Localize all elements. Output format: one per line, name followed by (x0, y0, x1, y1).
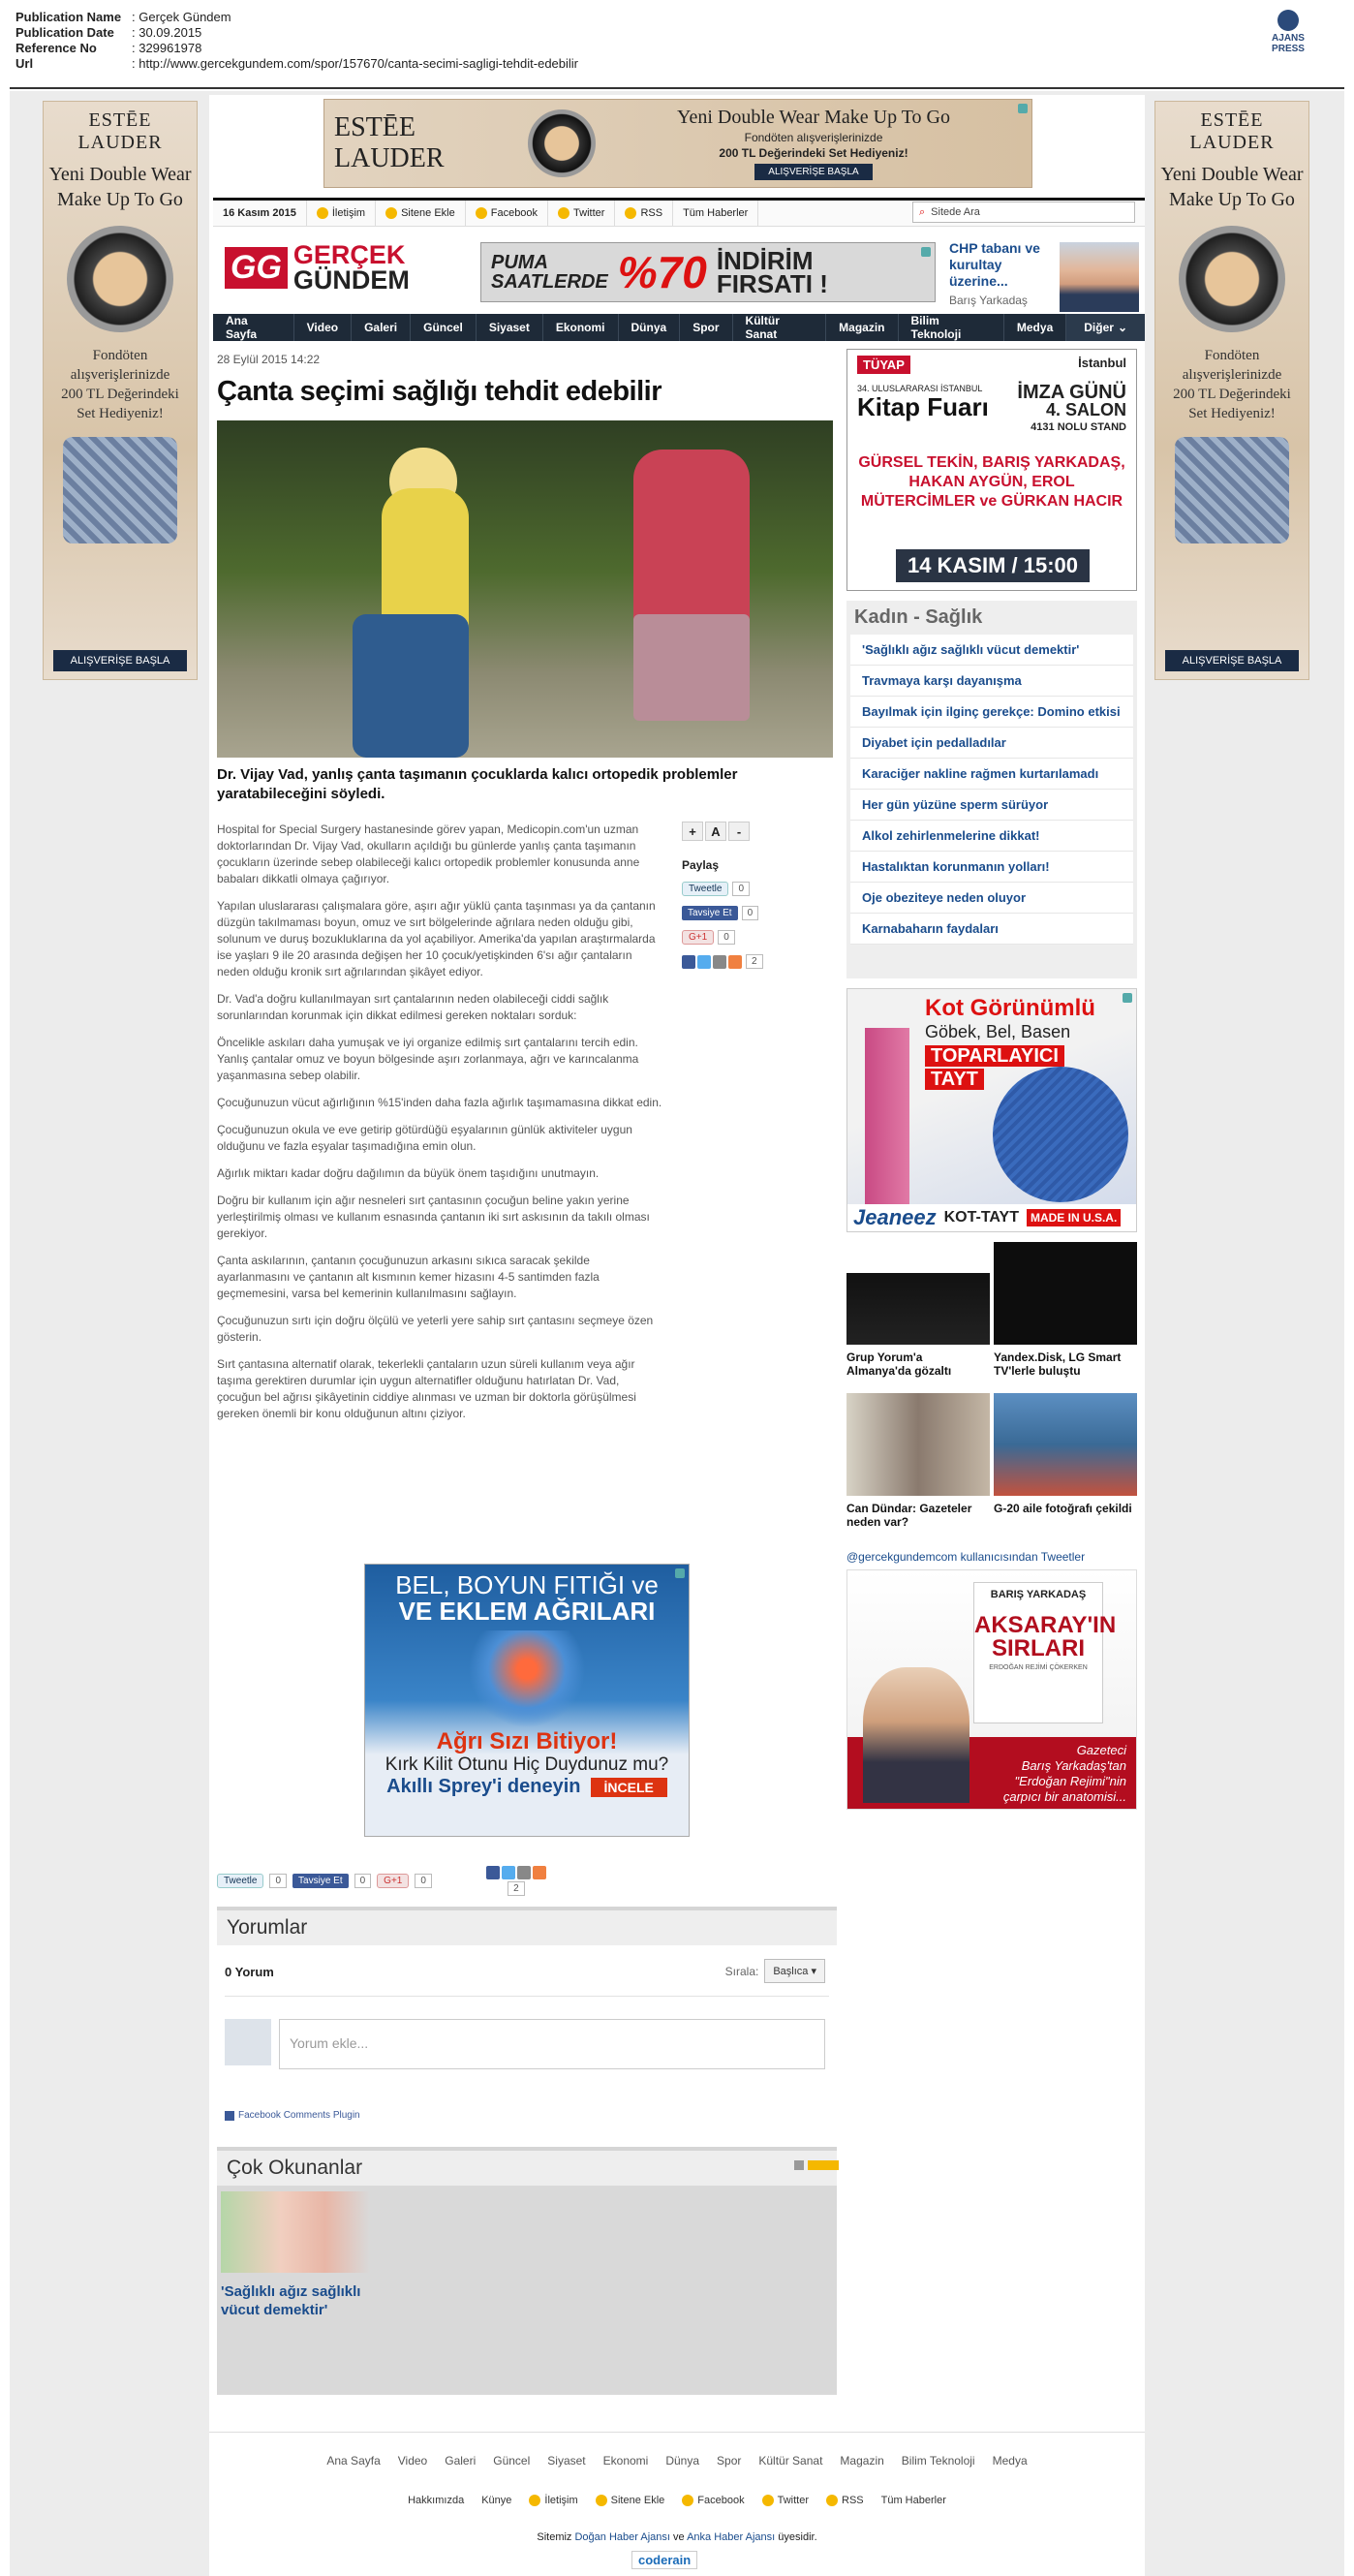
ad-text: "Erdoğan Rejimi"nin (1014, 1774, 1126, 1788)
divider (10, 87, 1344, 89)
facebook-recommend-button[interactable]: Tavsiye Et (682, 906, 738, 920)
ad-badge: MADE IN U.S.A. (1027, 1209, 1121, 1226)
facebook-recommend-button[interactable]: Tavsiye Et (292, 1874, 349, 1888)
book-author: BARIŞ YARKADAŞ (990, 1589, 1087, 1600)
nav-more-label: Diğer (1084, 321, 1114, 334)
topbar-all-news-link[interactable] (673, 201, 758, 226)
article-paragraph: Çanta askılarının, çantanın çocuğunuzun arkasını sıkıca saracak şekilde ayarlanmasını ve çantanın alt kısmının kemer hizasını 4-5 santimden fazla geçmemesini, varsa bel kemerinin kullanılmasını sağlayın. (217, 1254, 600, 1300)
adchoices-icon[interactable] (1123, 993, 1132, 1003)
pager-dot[interactable] (794, 2160, 804, 2170)
tights-ad[interactable] (846, 988, 1137, 1232)
twitter-icon (762, 2495, 774, 2506)
ad-text: Gazeteci (1076, 1743, 1126, 1757)
topbar-link-label: Tüm Haberler (683, 207, 749, 219)
search-icon: ⌕ (919, 205, 926, 218)
section-news-link[interactable]: 'Sağlıklı ağız sağlıklı vücut demektir' (850, 635, 1133, 666)
ad-headline: VE EKLEM AĞRILARI (398, 1597, 656, 1626)
font-reset-button[interactable]: A (705, 822, 726, 841)
ad-figure (449, 1630, 604, 1727)
ad-brand: ESTĒE LAUDER (1189, 109, 1275, 153)
ad-text: İNDİRİM (716, 246, 814, 275)
ad-text: 4131 NOLU STAND (1031, 421, 1126, 433)
article-paragraph: Hospital for Special Surgery hastanesinde görev yapan, Medicopin.com'un uzman doktorlarından Dr. Vijay Vad, okulların açıldığı bu günlerde yanlış çanta taşımanın çocukların üzerinde sebep olabileceği kalıcı ortopedik problemler konusunda anne babaları dikkatli olmaya çağırıyor. (217, 822, 640, 885)
credits-text: üyesidir. (778, 2531, 817, 2543)
footer-all-news-link[interactable]: Tüm Haberler (880, 2495, 946, 2507)
comments-header: Yorumlar (217, 1907, 837, 1945)
font-decrease-button[interactable]: - (728, 822, 750, 841)
publication-meta (15, 10, 578, 72)
article-paragraph: Çocuğunuzun okula ve eve getirip götürdüğü eşyalarının günlük aktiviteler uygun olduğunu ve fazla eşyalar taşımadığına emin olun. (217, 1123, 632, 1153)
share-panel (682, 822, 837, 978)
nav-item[interactable]: Siyaset (477, 314, 543, 341)
ad-text: FIRSATI ! (716, 269, 828, 298)
nav-item[interactable]: Magazin (826, 314, 898, 341)
nav-more-menu[interactable] (1066, 314, 1145, 341)
share-total-count: 2 (508, 1881, 525, 1896)
topbar-link-label: RSS (640, 207, 663, 219)
ad-text: İstanbul (1078, 356, 1126, 370)
logo-word: GÜNDEM (292, 265, 410, 295)
ad-text: Kırk Kilit Otunu Hiç Duydunuz mu? (385, 1754, 669, 1775)
ad-text: Ağrı Sızı Bitiyor! (436, 1728, 618, 1754)
section-news-link[interactable]: Bayılmak için ilginç gerekçe: Domino etkisi (850, 697, 1133, 728)
adchoices-icon[interactable] (921, 247, 931, 257)
footer-nav-link[interactable]: Video (397, 2454, 428, 2467)
ad-headline: Kot Görünümlü (925, 995, 1095, 1021)
meta-value: : Gerçek Gündem (132, 10, 231, 24)
left-side-ad[interactable] (43, 101, 198, 680)
google-plus-button[interactable]: G+1 (377, 1874, 409, 1888)
footer-link-label: İletişim (544, 2495, 578, 2506)
footer-credits (209, 2531, 1145, 2543)
most-read-pager (794, 2160, 839, 2170)
facebook-share-icon[interactable] (486, 1866, 500, 1879)
globe-icon (1277, 10, 1299, 31)
photo-news-title: Grup Yorum'a Almanya'da gözaltı (846, 1350, 952, 1378)
section-news-link[interactable]: Alkol zehirlenmelerine dikkat! (850, 821, 1133, 852)
mail-icon (529, 2495, 540, 2506)
meta-value: : 329961978 (132, 41, 202, 55)
compact-image (528, 109, 596, 177)
nav-item[interactable]: Ekonomi (543, 314, 619, 341)
footer-nav-link[interactable]: Dünya (665, 2454, 700, 2467)
twitter-feed-link[interactable]: @gercekgundemcom kullanıcısından Tweetler (846, 1550, 1086, 1564)
facebook-icon (682, 2495, 693, 2506)
plus-icon (596, 2495, 607, 2506)
coderain-badge[interactable] (631, 2551, 697, 2569)
footer-nav-link[interactable]: Spor (717, 2454, 742, 2467)
compact-image (67, 226, 173, 332)
comment-input[interactable]: Yorum ekle... (279, 2019, 825, 2069)
top-banner-ad[interactable] (323, 99, 1032, 188)
topbar-link-label: Sitene Ekle (401, 207, 455, 219)
puma-ad[interactable] (480, 242, 936, 302)
topbar-contact-link[interactable] (307, 201, 376, 226)
book-ad[interactable] (846, 1569, 1137, 1810)
plugin-label: Facebook Comments Plugin (238, 2110, 360, 2121)
photo-news-image (846, 1242, 990, 1345)
ad-text: 4. SALON (1045, 400, 1126, 419)
footer-nav-link[interactable]: Ekonomi (602, 2454, 649, 2467)
article-date: 28 Eylül 2015 14:22 (217, 353, 321, 366)
main-nav (213, 314, 1145, 341)
search-placeholder: Sitede Ara (931, 206, 980, 218)
bag-image (1175, 437, 1289, 543)
avatar (225, 2019, 271, 2065)
sort-value: Başlıca (773, 1966, 809, 1977)
sort-select[interactable]: Başlıca ▾ (764, 1959, 825, 1983)
meta-value: : 30.09.2015 (132, 25, 202, 40)
ad-text: TOPARLAYICI (925, 1045, 1064, 1067)
ad-brand: Jeaneez (853, 1205, 937, 1229)
mail-icon (317, 207, 328, 219)
inline-health-ad[interactable] (364, 1564, 690, 1837)
email-share-icon[interactable] (517, 1866, 531, 1879)
ad-text: Fondöten alışverişlerinizde (1182, 348, 1282, 383)
ad-text: Fondöten alışverişlerinizde (744, 131, 883, 144)
right-side-ad[interactable] (1154, 101, 1309, 680)
topbar-link-label: İletişim (331, 207, 366, 219)
photo-news-image (994, 1393, 1137, 1496)
topbar-link-label: Facebook (490, 207, 539, 219)
ad-figure (993, 1067, 1128, 1202)
article-title: Çanta seçimi sağlığı tehdit edebilir (217, 376, 662, 407)
section-news-link[interactable]: Diyabet için pedalladılar (850, 728, 1133, 759)
topbar-add-site-link[interactable] (376, 201, 466, 226)
ad-brand: ESTĒE LAUDER (77, 109, 163, 153)
footer-nav-link[interactable]: Magazin (840, 2454, 884, 2467)
most-read-card[interactable] (221, 2191, 370, 2319)
topbar-link-label: Twitter (573, 207, 605, 219)
article-paragraph: Dr. Vad'a doğru kullanılmayan sırt çantalarının neden olabileceği ciddi sağlık sorunlarından korunmak için dikkat edilmesi gereken noktaları sorduk: (217, 992, 609, 1022)
twitter-share-icon[interactable] (502, 1866, 515, 1879)
comment-count: 0 Yorum (225, 1965, 274, 1979)
ad-text: TAYT (925, 1069, 984, 1090)
tweet-count: 0 (732, 882, 750, 896)
meta-value: : http://www.gercekgundem.com/spor/157670/canta-secimi-sagligi-tehdit-edebilir (132, 56, 578, 71)
photo-news-item[interactable] (994, 1242, 1137, 1389)
section-news-link[interactable]: Hastalıktan korunmanın yolları! (850, 852, 1133, 883)
photo-news-item[interactable] (846, 1242, 990, 1389)
footer-rss-link[interactable] (826, 2495, 864, 2506)
ad-inspect-button[interactable]: İNCELE (591, 1778, 667, 1797)
ad-headline: Yeni Double Wear Make Up To Go (1160, 164, 1304, 210)
facebook-icon (225, 2111, 234, 2121)
chevron-down-icon: ⌄ (1117, 321, 1127, 334)
nav-item[interactable]: Medya (1004, 314, 1066, 341)
tweet-button[interactable]: Tweetle (682, 882, 728, 896)
dha-link[interactable]: Doğan Haber Ajansı (574, 2531, 670, 2543)
ad-text: Fondöten alışverişlerinizde (70, 348, 170, 383)
meta-key: Publication Date (15, 25, 114, 40)
footer-nav-link[interactable]: Siyaset (547, 2454, 586, 2467)
ad-text: Set Hediyeniz! (1188, 406, 1276, 421)
facebook-comments-plugin-link[interactable] (225, 2110, 360, 2121)
nav-item[interactable]: Galeri (352, 314, 411, 341)
article-paragraph: Ağırlık miktarı kadar doğru dağılımın da büyük önem taşıdığını unutmayın. (217, 1166, 600, 1180)
compact-image (1179, 226, 1285, 332)
photo-news-title: Yandex.Disk, LG Smart TV'lerle buluştu (994, 1350, 1122, 1378)
article-paragraph: Doğru bir kullanım için ağır nesneleri sırt çantasının çocuğun beline yakın yerine yerleştirilmiş olması ve kullanım esnasında çantanın iki sırt askısının da takılı olması gerekiyor. (217, 1194, 650, 1240)
google-plus-count: 0 (718, 930, 735, 945)
footer-facebook-link[interactable] (682, 2495, 744, 2506)
adchoices-icon[interactable] (1018, 104, 1028, 113)
ad-shop-button[interactable]: ALIŞVERİŞE BAŞLA (53, 650, 187, 671)
photo-news-item[interactable] (994, 1393, 1137, 1540)
ad-shop-button[interactable]: ALIŞVERİŞE BAŞLA (754, 164, 872, 180)
site-header (213, 231, 1145, 314)
comments-box (217, 1949, 837, 2133)
book-fair-ad[interactable] (846, 349, 1137, 591)
section-news-link[interactable]: Travmaya karşı dayanışma (850, 666, 1133, 697)
ajans-press-label: AJANS PRESS (1272, 33, 1305, 54)
ad-text: SAATLERDE (491, 271, 608, 293)
tweet-button[interactable]: Tweetle (217, 1874, 263, 1888)
ad-text: Set Hediyeniz! (77, 406, 164, 421)
ad-shop-button[interactable]: ALIŞVERİŞE BAŞLA (1165, 650, 1299, 671)
more-share-icon[interactable] (728, 955, 742, 969)
section-news-link[interactable]: Karnabaharın faydaları (850, 914, 1133, 945)
columnist-photo (1060, 242, 1139, 312)
footer-link-label: Twitter (777, 2495, 809, 2506)
coderain-label: coderain (638, 2553, 692, 2567)
footer-contact-link[interactable] (529, 2495, 577, 2506)
sort-label: Sırala: (724, 1964, 759, 1978)
columnist-teaser[interactable] (949, 240, 1143, 308)
section-title: Kadın - Sağlık (854, 606, 983, 628)
footer-nav-link[interactable]: Kültür Sanat (758, 2454, 823, 2467)
nav-item[interactable]: Spor (680, 314, 732, 341)
ad-brand: TÜYAP (857, 356, 910, 374)
footer-link-label: Facebook (697, 2495, 745, 2506)
ad-text: İMZA GÜNÜ (1017, 382, 1126, 403)
rss-icon (826, 2495, 838, 2506)
meta-key: Publication Name (15, 10, 122, 24)
ad-discount: %70 (617, 247, 707, 297)
facebook-share-icon[interactable] (682, 955, 695, 969)
author-photo (863, 1667, 969, 1803)
ad-text: KOT-TAYT (943, 1209, 1019, 1226)
footer-imprint-link[interactable]: Künye (481, 2495, 512, 2507)
footer-link-label: RSS (842, 2495, 864, 2506)
ad-text: 200 TL Değerindeki (1173, 387, 1291, 402)
nav-item[interactable]: Kültür Sanat (733, 314, 827, 341)
columnist-headline: CHP tabanı ve kurultay üzerine... (949, 240, 1040, 289)
anka-link[interactable]: Anka Haber Ajansı (687, 2531, 776, 2543)
footer-about-link[interactable]: Hakkımızda (408, 2495, 465, 2507)
facebook-count: 0 (742, 906, 759, 920)
credits-text: ve (673, 2531, 685, 2543)
section-news-link[interactable]: Her gün yüzüne sperm sürüyor (850, 790, 1133, 821)
ad-text: 34. ULUSLARARASI İSTANBUL (857, 384, 983, 393)
font-increase-button[interactable]: + (682, 822, 703, 841)
footer-nav-link[interactable]: Ana Sayfa (326, 2454, 381, 2467)
topbar-facebook-link[interactable] (466, 201, 548, 226)
ad-text: Göbek, Bel, Basen (925, 1022, 1071, 1041)
section-news-link[interactable]: Karaciğer nakline rağmen kurtarılamadı (850, 759, 1133, 790)
article-paragraph: Yapılan uluslararası çalışmalara göre, aşırı ağır yüklü çanta taşınması ya da çantanın düzgün takılmaması boyun, omuz ve sırt bölgelerinde ağrılara neden olduğu gibi, solunum ve duruş bozukluklarına da yol açabiliyor. Amerika'da yapılan araştırmalarda ise yaşları 9 ile 20 arasında değişen her 10 çocuk/yetişkinden 6'sı ağır çantaların neden olduğu kronik sırt ağrılarından şikâyet ediyor. (217, 899, 656, 978)
ad-headline: Kitap Fuarı (857, 392, 989, 421)
ad-brand: PUMA (491, 252, 548, 273)
ad-text: çarpıcı bir anatomisi... (1002, 1789, 1126, 1804)
search-input[interactable] (912, 202, 1135, 223)
most-read-header: Çok Okunanlar (217, 2147, 837, 2186)
columnist-name: Barış Yarkadaş (949, 294, 1028, 307)
share-total-count: 2 (746, 954, 763, 969)
ad-text: Akıllı Sprey'i deneyin (386, 1776, 581, 1797)
ad-text: 200 TL Değerindeki (61, 387, 179, 402)
section-news-link[interactable]: Oje obeziteye neden oluyor (850, 883, 1133, 914)
article-paragraph: Çocuğunuzun vücut ağırlığının %15'inden daha fazla ağırlık taşımamasına dikkat edin. (217, 1096, 662, 1109)
meta-key: Reference No (15, 41, 97, 55)
article-image (217, 420, 833, 758)
article-paragraph: Çocuğunuzun sırtı için doğru ölçülü ve yeterli yere sahip sırt çantasını seçmeye özen gösterin. (217, 1314, 654, 1344)
adchoices-icon[interactable] (675, 1568, 685, 1578)
footer-nav-link[interactable]: Medya (992, 2454, 1028, 2467)
twitter-share-icon[interactable] (697, 955, 711, 969)
photo-news-grid (846, 1242, 1137, 1540)
credits-text: Sitemiz (537, 2531, 572, 2543)
nav-item[interactable]: Bilim Teknoloji (899, 314, 1004, 341)
ajans-press-logo (1263, 10, 1313, 54)
logo-mark: GG (225, 247, 288, 289)
nav-item[interactable]: Ana Sayfa (213, 314, 294, 341)
ad-text: Barış Yarkadaş'tan (1021, 1758, 1126, 1773)
nav-item[interactable]: Dünya (619, 314, 681, 341)
site-footer (209, 2432, 1145, 2576)
section-news-box (846, 601, 1137, 978)
google-plus-count: 0 (415, 1874, 432, 1888)
photo-news-title: G-20 aile fotoğrafı çekildi (994, 1502, 1132, 1515)
nav-item[interactable]: Video (294, 314, 352, 341)
facebook-count: 0 (354, 1874, 372, 1888)
most-read-image (221, 2191, 370, 2273)
current-date: 16 Kasım 2015 (213, 201, 307, 226)
footer-add-site-link[interactable] (596, 2495, 665, 2506)
rss-icon (625, 207, 636, 219)
facebook-icon (476, 207, 487, 219)
ad-brand: ESTĒE LAUDER (334, 112, 445, 173)
divider (225, 1996, 829, 1997)
more-share-icon[interactable] (533, 1866, 546, 1879)
google-plus-button[interactable]: G+1 (682, 930, 714, 945)
twitter-icon (558, 207, 569, 219)
nav-item[interactable]: Güncel (411, 314, 477, 341)
ad-date: 14 KASIM / 15:00 (896, 549, 1090, 582)
topbar-twitter-link[interactable] (548, 201, 615, 226)
article-body (217, 822, 662, 1433)
ad-headline: BEL, BOYUN FITIĞI ve (395, 1570, 659, 1599)
footer-nav-link[interactable]: Bilim Teknoloji (901, 2454, 975, 2467)
book-title: AKSARAY'IN SIRLARI (974, 1612, 1117, 1661)
photo-news-image (994, 1242, 1137, 1345)
footer-nav-link[interactable]: Galeri (445, 2454, 477, 2467)
site-logo[interactable] (225, 242, 410, 293)
share-label: Paylaş (682, 858, 720, 872)
book-subtitle: ERDOĞAN REJİMİ ÇÖKERKEN (989, 1664, 1088, 1671)
most-read-title: 'Sağlıklı ağız sağlıklı vücut demektir' (221, 2283, 361, 2318)
photo-news-image (846, 1393, 990, 1496)
footer-twitter-link[interactable] (762, 2495, 809, 2506)
meta-key: Url (15, 56, 34, 71)
ad-headline: Yeni Double Wear Make Up To Go (677, 107, 950, 128)
ad-names: GÜRSEL TEKİN, BARIŞ YARKADAŞ, HAKAN AYGÜN, EROL MÜTERCİMLER ve GÜRKAN HACIR (858, 454, 1125, 510)
topbar-rss-link[interactable] (615, 201, 673, 226)
ad-figure (865, 1028, 909, 1222)
share-bar-bottom (217, 1866, 546, 1896)
footer-nav-link[interactable]: Güncel (493, 2454, 531, 2467)
plus-icon (385, 207, 397, 219)
email-share-icon[interactable] (713, 955, 726, 969)
pager-dot-active[interactable] (808, 2160, 839, 2170)
article-paragraph: Öncelikle askıları daha yumuşak ve iyi organize edilmiş sırt çantalarını tercih edin. Yanlış çantalar omuz ve boyun bölgesinde aşırı zorlanmaya, ağrı ve karıncalanma yaşanmasına sebep olabilir. (217, 1036, 639, 1082)
article-lead: Dr. Vijay Vad, yanlış çanta taşımanın çocuklarda kalıcı ortopedik problemler yaratabileceğini söyledi. (217, 766, 738, 802)
ad-text: 200 TL Değerindeki Set Hediyeniz! (719, 146, 908, 160)
tweet-count: 0 (269, 1874, 287, 1888)
most-read-box (217, 2186, 837, 2395)
photo-news-item[interactable] (846, 1393, 990, 1540)
logo-word: GERÇEK (292, 240, 406, 269)
photo-news-title: Can Dündar: Gazeteler neden var? (846, 1502, 972, 1529)
ad-headline: Yeni Double Wear Make Up To Go (48, 164, 192, 210)
article-paragraph: Sırt çantasına alternatif olarak, tekerlekli çantaların uzun süreli kullanım veya ağır taşıma gerektiren durumlar için uygun alternatifler olduğunu hatırlatan Dr. Vad, çocuğun bel ağrısı şikâyetinin ciddiye alınması ve uzman bir doktorla görüşülmesi gereken önemli bir konu olduğunun altını çiziyor. (217, 1357, 636, 1420)
bag-image (63, 437, 177, 543)
footer-link-label: Sitene Ekle (610, 2495, 665, 2506)
